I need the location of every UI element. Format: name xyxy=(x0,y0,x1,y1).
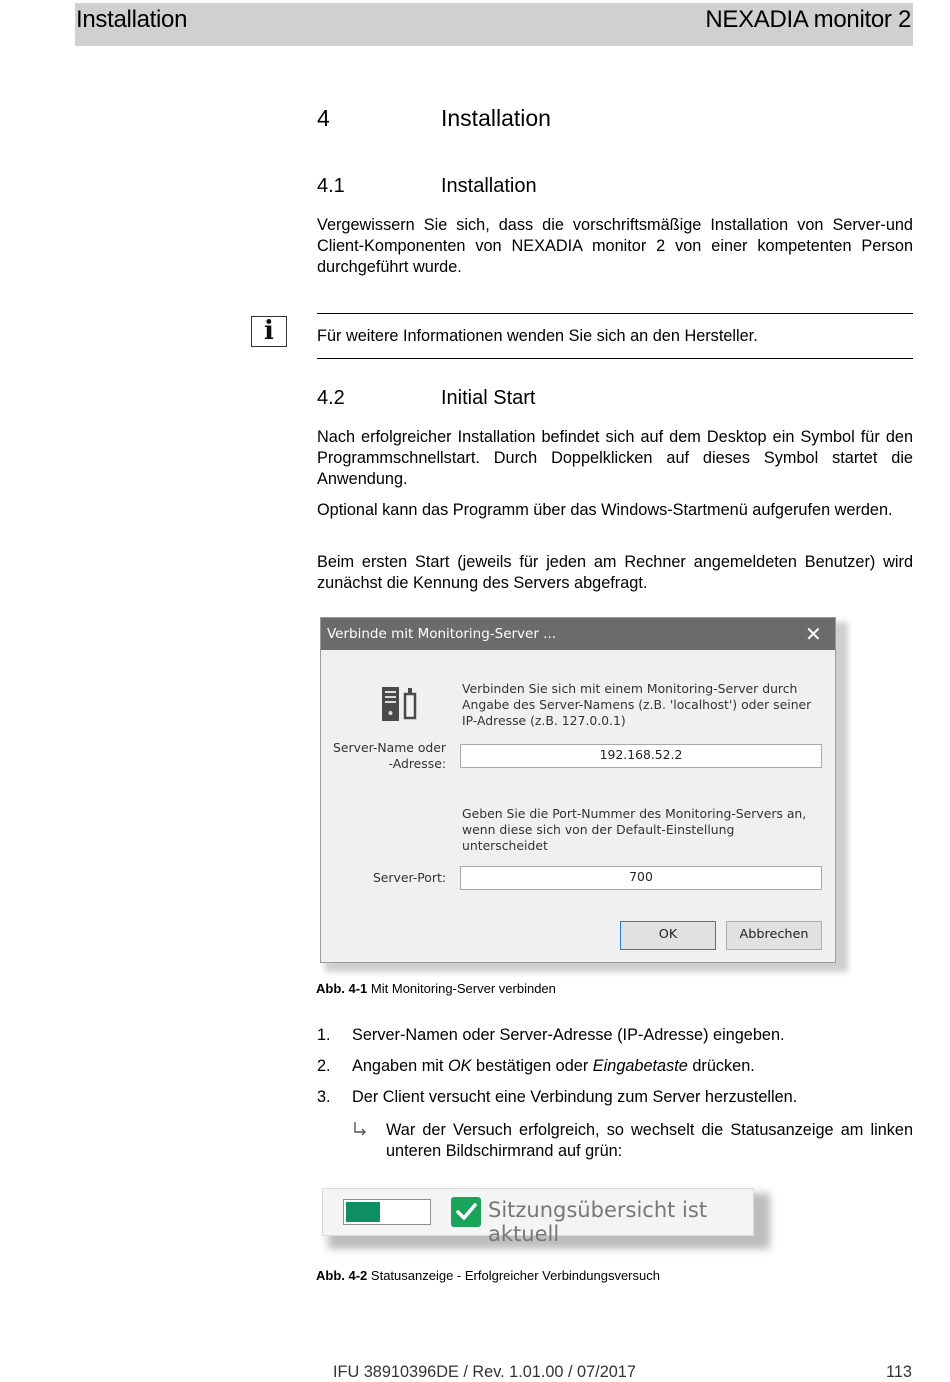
status-indicator xyxy=(322,1188,754,1246)
section-paragraph: Vergewissern Sie sich, dass die vorschriftsmäßige Installation von Server-und Client-Komponenten von NEXADIA monitor 2 von einer kompetenten Person durchgeführt wurde. xyxy=(317,216,913,276)
figure-label: Abb. 4-2 xyxy=(316,1268,368,1283)
header-section-title: Installation xyxy=(76,6,188,33)
dialog-titlebar xyxy=(321,618,835,650)
step-number: 2. xyxy=(317,1057,331,1075)
section-paragraph: Optional kann das Programm über das Windows-Startmenü aufgerufen werden. xyxy=(317,501,893,519)
figure-caption xyxy=(316,1268,660,1283)
figure-text: Statusanzeige - Erfolgreicher Verbindungsversuch xyxy=(370,1268,660,1283)
connect-dialog xyxy=(320,617,836,963)
result-arrow-icon xyxy=(352,1121,368,1137)
section-title: Initial Start xyxy=(441,387,536,409)
status-bar-fill xyxy=(346,1202,380,1222)
port-info-text: Geben Sie die Port-Nummer des Monitoring-Servers an, wenn diese sich von der Default-Einstellung unterscheidet xyxy=(462,806,807,853)
ok-button[interactable]: OK xyxy=(620,921,716,950)
server-name-input[interactable]: 192.168.52.2 xyxy=(460,744,822,768)
status-bar xyxy=(343,1199,431,1225)
server-port-label: Server-Port: xyxy=(372,870,446,885)
step-text: Server-Namen oder Server-Adresse (IP-Adresse) eingeben. xyxy=(352,1026,785,1044)
step-text: Der Client versucht eine Verbindung zum Server herzustellen. xyxy=(352,1088,798,1106)
result-text: War der Versuch erfolgreich, so wechselt die Statusanzeige am linken unteren Bildschirmrand auf grün: xyxy=(386,1121,913,1160)
figure-text: Mit Monitoring-Server verbinden xyxy=(370,981,556,996)
step-number: 1. xyxy=(317,1026,331,1044)
server-port-input[interactable]: 700 xyxy=(460,866,822,890)
info-rule-bottom xyxy=(317,358,913,359)
footer-doc-id: IFU 38910396DE / Rev. 1.01.00 / 07/2017 xyxy=(333,1363,636,1381)
step-text: Angaben mit OK bestätigen oder Eingabetaste drücken. xyxy=(352,1057,755,1075)
dialog-info-text: Verbinden Sie sich mit einem Monitoring-Server durch Angabe des Server-Namens (z.B. 'localhost') oder seiner IP-Adresse (z.B. 127.0.0.1) xyxy=(462,681,812,728)
info-icon: i xyxy=(251,316,287,347)
header-product-name: NEXADIA monitor 2 xyxy=(705,6,911,33)
info-note-text: Für weitere Informationen wenden Sie sich an den Hersteller. xyxy=(317,327,758,345)
figure-label: Abb. 4-1 xyxy=(316,981,368,996)
section-paragraph: Beim ersten Start (jeweils für jeden am Rechner angemeldeten Benutzer) wird zunächst die Kennung des Servers abgefragt. xyxy=(317,553,913,592)
chapter-number: 4 xyxy=(317,105,330,131)
check-icon xyxy=(451,1197,481,1227)
figure-caption xyxy=(316,981,556,996)
section-paragraph: Nach erfolgreicher Installation befindet sich auf dem Desktop ein Symbol für den Programmschnellstart. Durch Doppelklicken auf dieses Symbol startet die Anwendung. xyxy=(317,428,913,488)
footer-page-number: 113 xyxy=(886,1363,912,1381)
cancel-button[interactable]: Abbrechen xyxy=(726,921,822,950)
info-rule-top xyxy=(317,313,913,314)
section-number: 4.1 xyxy=(317,175,345,197)
close-icon[interactable]: ✕ xyxy=(805,622,822,646)
chapter-title: Installation xyxy=(441,105,551,131)
status-text: Sitzungsübersicht ist aktuell xyxy=(488,1198,708,1246)
section-number: 4.2 xyxy=(317,387,345,409)
step-number: 3. xyxy=(317,1088,331,1106)
dialog-title: Verbinde mit Monitoring-Server ... xyxy=(327,626,557,642)
section-title: Installation xyxy=(441,175,537,197)
server-name-label: Server-Name oder -Adresse: xyxy=(333,740,446,771)
server-connection-icon xyxy=(381,686,417,722)
